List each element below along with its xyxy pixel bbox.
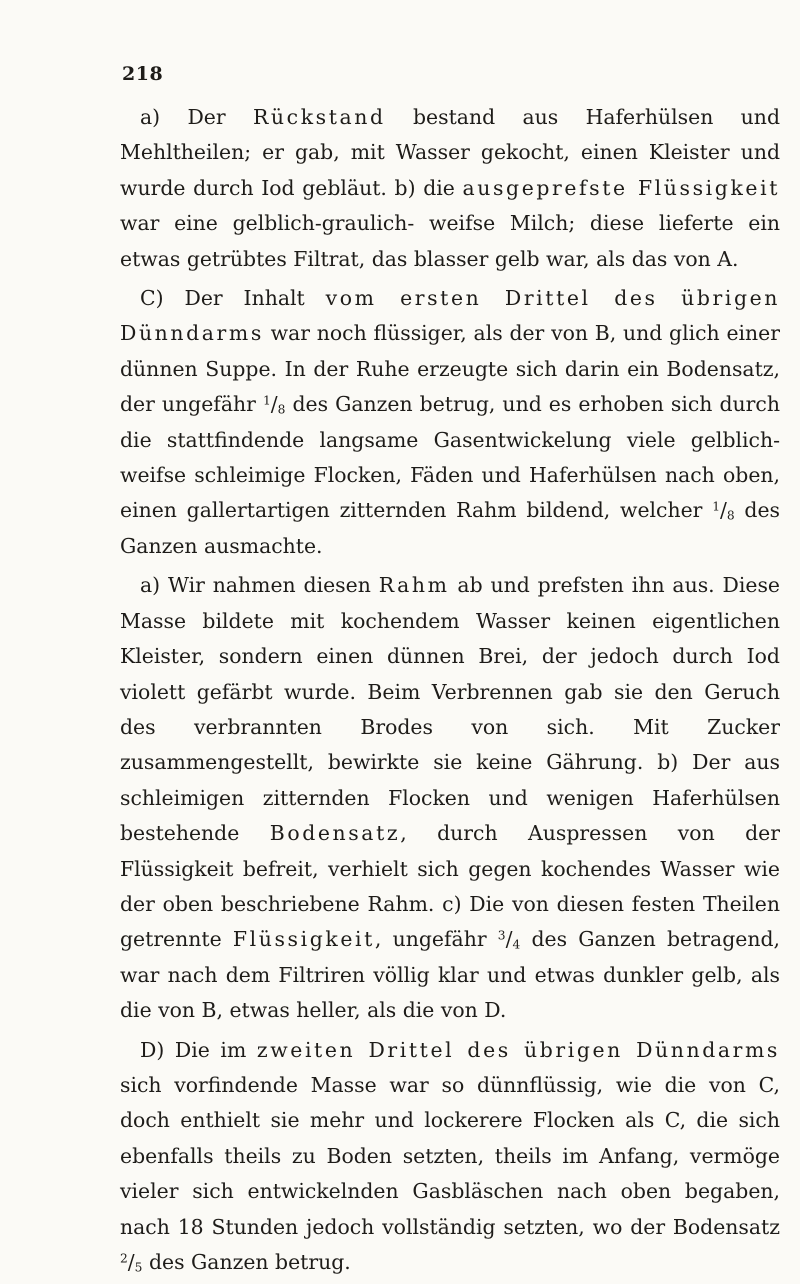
text-run: des Ganzen betragend, war nach dem Filtriren völlig klar und etwas dunkler gelb, als die von B, etwas heller, als die von D. — [120, 927, 780, 1023]
fraction-denominator: 5 — [134, 1260, 143, 1275]
text-run: ab und prefsten ihn aus. Diese Masse bildete mit kochendem Wasser keinen eigentlichen Kleister, sondern einen dünnen Brei, der jedoch durch Iod violett gefärbt wurde. Beim Verbrennen gab sie den Geruch des verbrannten Brodes von sich. Mit Zucker zusammengestellt, bewirkte sie keine Gährung. b) Der aus schleimigen zitternden Flocken und wenigen Haferhülsen bestehende — [120, 573, 780, 846]
text-run: war noch flüssiger, als der von B, und glich einer dünnen Suppe. In der Ruhe erzeugte sich darin ein Bodensatz, der ungefähr — [120, 321, 780, 417]
fraction — [712, 498, 734, 522]
fraction-slash: / — [127, 1250, 135, 1274]
spaced-emphasis: ausgeprefste Flüssigkeit — [462, 175, 780, 200]
page-number: 218 — [122, 63, 164, 85]
fraction-slash: / — [505, 927, 513, 952]
text-run: a) Der — [140, 105, 253, 129]
spaced-emphasis: vom ersten Drittel des übrigen Dünndarms — [120, 286, 780, 346]
paragraph — [120, 100, 780, 277]
fraction-slash: / — [270, 392, 278, 417]
fraction-numerator: 1 — [262, 393, 271, 408]
fraction — [120, 1250, 142, 1274]
text-run: , durch Auspressen von der Flüssigkeit befreit, verhielt sich gegen kochendes Wasser wie der oben beschriebene Rahm. c) Die von diesen festen Theilen getrennte — [120, 821, 780, 952]
spaced-emphasis: Bodensatz — [269, 821, 401, 846]
fraction-numerator: 2 — [120, 1251, 128, 1266]
spaced-emphasis: zweiten Drittel des übrigen Dünndarms — [256, 1037, 780, 1062]
paragraph — [120, 1033, 780, 1281]
fraction-slash: / — [719, 498, 727, 523]
fraction-denominator: 8 — [277, 402, 286, 417]
text-run: des Ganzen ausmachte. — [120, 498, 780, 558]
text-run: des Ganzen betrug, und es erhoben sich durch die stattfindende langsame Gasentwickelung viele gelblich-weifse schleimige Flocken, Fäden und Haferhülsen nach oben, einen gallertartigen zitternden Rahm bildend, welcher — [120, 392, 780, 523]
body-text — [120, 100, 780, 1284]
fraction — [498, 927, 520, 951]
paragraph — [120, 281, 780, 564]
fraction-denominator: 8 — [726, 508, 735, 523]
fraction-numerator: 3 — [497, 928, 506, 943]
text-run: war eine gelblich-graulich- weifse Milch; diese lieferte ein etwas getrübtes Filtrat, das blasser gelb war, als das von A. — [120, 211, 780, 271]
spaced-emphasis: Rahm — [378, 573, 450, 598]
text-run: bestand aus Haferhülsen und Mehltheilen; er gab, mit Wasser gekocht, einen Kleister und wurde durch Iod gebläut. b) die — [120, 105, 780, 200]
text-run: C) Der Inhalt — [140, 286, 326, 311]
fraction-denominator: 4 — [512, 937, 521, 952]
fraction-numerator: 1 — [712, 499, 720, 514]
text-run: , ungefähr — [374, 927, 498, 952]
spaced-emphasis: Rückstand — [252, 105, 386, 129]
spaced-emphasis: Flüssigkeit — [232, 927, 375, 952]
text-run: a) Wir nahmen diesen — [140, 573, 379, 598]
text-run: sich vorfindende Masse war so dünnflüssig, wie die von C, doch enthielt sie mehr und lockerere Flocken als C, die sich ebenfalls theils zu Boden setzten, theils im Anfang, vermöge vieler sich entwickelnden Gasbläschen nach oben begaben, nach 18 Stunden jedoch vollständig setzten, wo der Bodensatz — [120, 1072, 780, 1239]
fraction — [263, 392, 285, 416]
paragraph — [120, 568, 780, 1028]
text-run: D) Die im — [140, 1037, 257, 1062]
text-run: des Ganzen betrug. — [142, 1250, 351, 1274]
